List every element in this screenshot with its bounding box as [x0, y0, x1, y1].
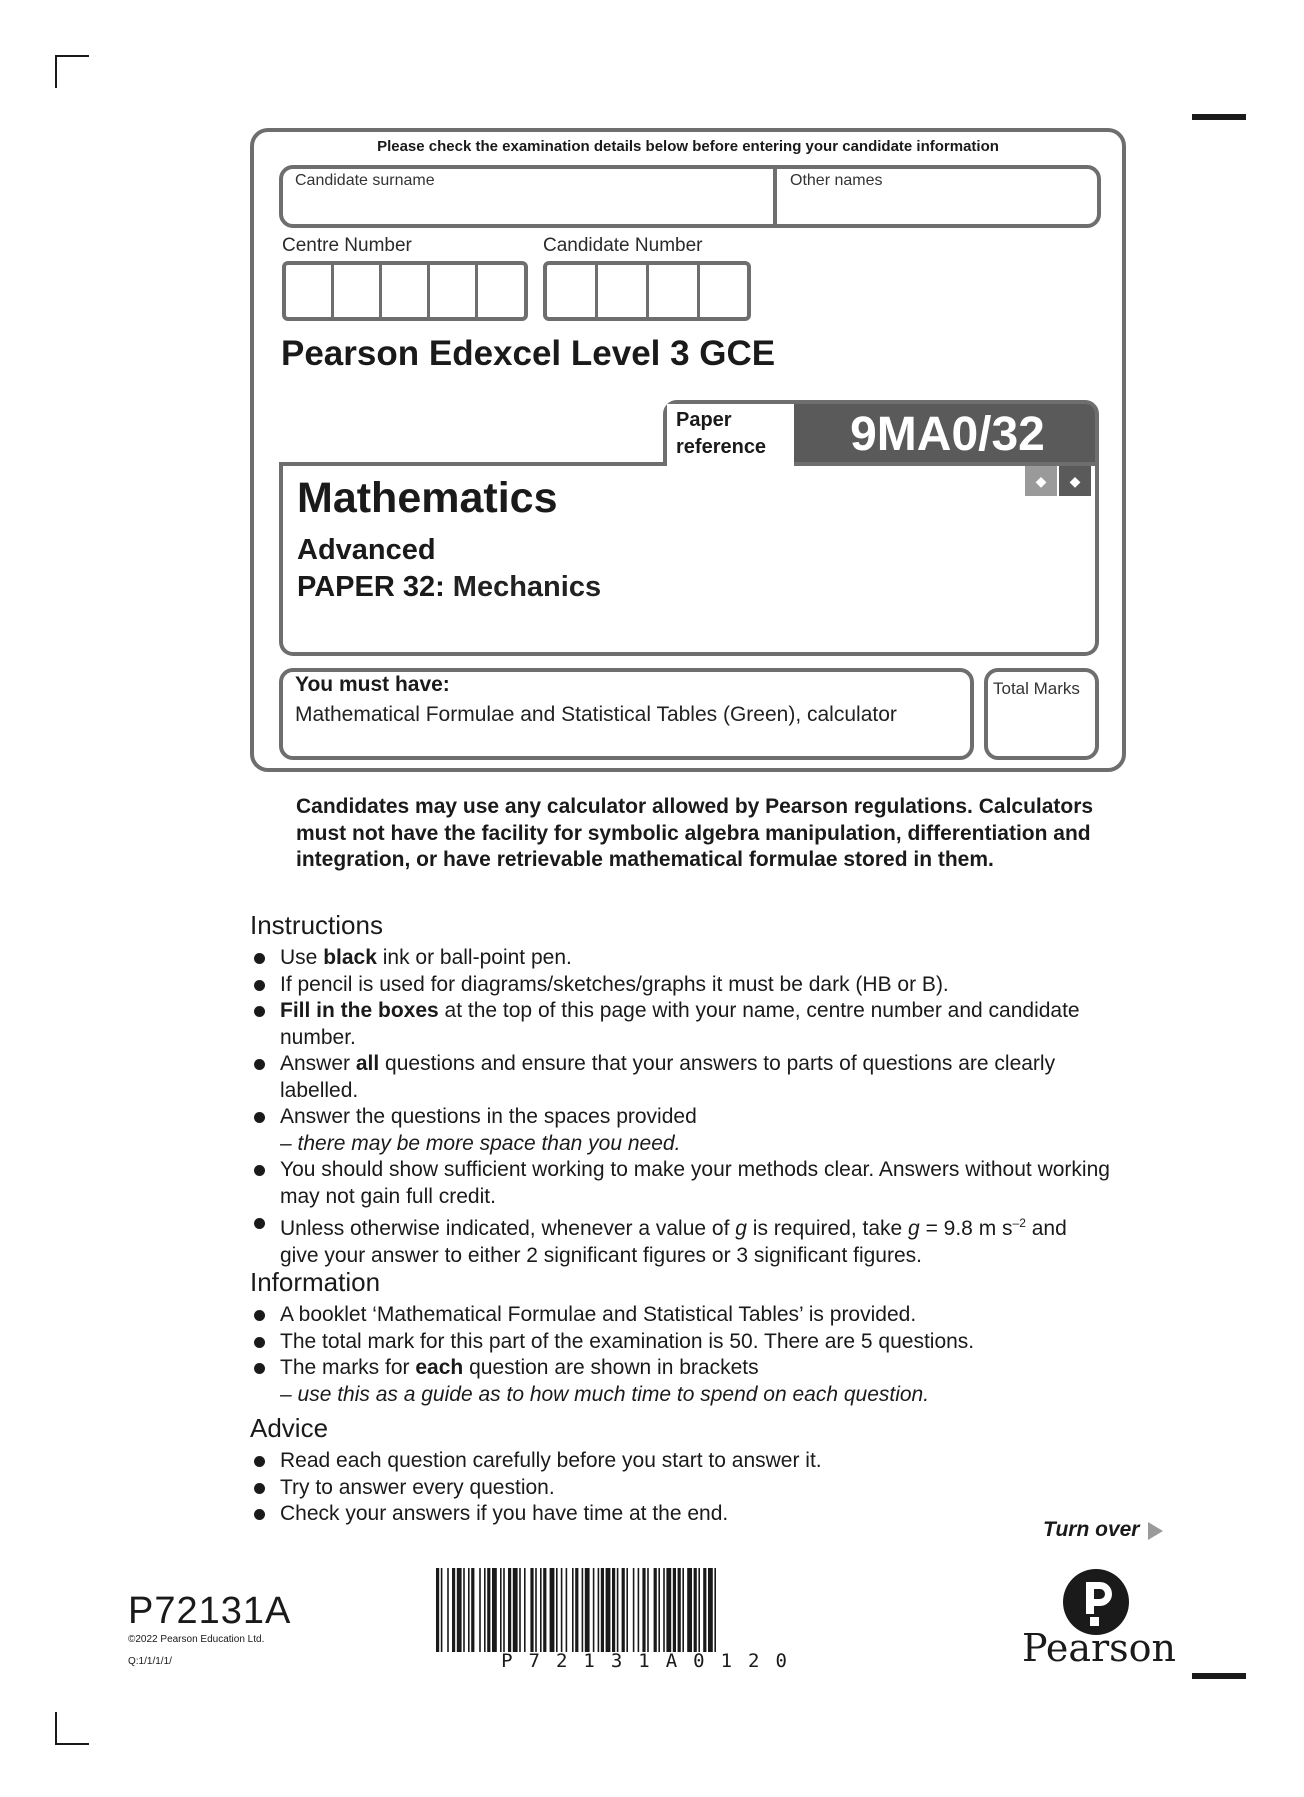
barcode-bar [447, 1568, 449, 1652]
barcode-bar [513, 1568, 518, 1652]
qualification-title: Pearson Edexcel Level 3 GCE [281, 334, 776, 373]
barcode-bar [572, 1568, 574, 1652]
paper-name: Mechanics [452, 571, 602, 603]
barcode-bar [585, 1568, 590, 1652]
barcode-bar [678, 1568, 681, 1652]
registration-bar-top [1192, 114, 1246, 120]
crop-mark-bottom-left-vertical [55, 1712, 57, 1745]
diamond-icon: ◆ [1025, 466, 1057, 496]
barcode-bar [471, 1568, 474, 1652]
check-details-notice: Please check the examination details below before entering your candidate information [377, 138, 999, 155]
candidate-number-boxes[interactable] [543, 261, 751, 321]
barcode-bar [601, 1568, 604, 1652]
barcode-bar [642, 1568, 645, 1652]
barcode-bar [492, 1568, 497, 1652]
subject-title: Mathematics [297, 474, 558, 522]
barcode-bar [436, 1568, 439, 1652]
barcode-bar [626, 1568, 628, 1652]
total-marks-label: Total Marks [993, 679, 1080, 698]
digit-box[interactable] [598, 265, 649, 317]
list-item: The marks for each question are shown in brackets – use this as a guide as to how much time to spend on each question. [250, 1355, 1110, 1408]
barcode-bar [582, 1568, 584, 1652]
list-item: Use black ink or ball-point pen. [250, 945, 1110, 972]
information-heading: Information [250, 1267, 381, 1297]
list-item: Try to answer every question. [250, 1475, 1110, 1502]
barcode-bar [479, 1568, 481, 1652]
barcode-bar [633, 1568, 635, 1652]
advice-heading: Advice [250, 1413, 329, 1443]
instructions-heading: Instructions [250, 910, 383, 940]
paper-title [297, 571, 601, 604]
bullet-icon [254, 1218, 265, 1229]
barcode-bar [647, 1568, 649, 1652]
list-item: The total mark for this part of the examination is 50. There are 5 questions. [250, 1329, 1110, 1356]
barcode-bar [561, 1568, 563, 1652]
barcode-bar [658, 1568, 660, 1652]
pearson-logo-wordmark: Pearson [1022, 1626, 1177, 1670]
bullet-icon [254, 1059, 265, 1070]
other-names-label: Other names [790, 172, 883, 189]
bullet-icon [254, 953, 265, 964]
bullet-icon [254, 1006, 265, 1017]
barcode-bar [535, 1568, 537, 1652]
advice-list [250, 1448, 1110, 1528]
barcode-bar [687, 1568, 692, 1652]
barcode [436, 1568, 868, 1652]
bullet-icon [254, 1509, 265, 1520]
digit-box[interactable] [334, 265, 382, 317]
barcode-bar [500, 1568, 502, 1652]
list-item: Read each question carefully before you start to answer it. [250, 1448, 1110, 1475]
calculator-note: Candidates may use any calculator allowed by Pearson regulations. Calculators must not have the facility for symbolic algebra manipulation, differentiation and integration, or have retrievable mathematical formulae stored in them. [296, 795, 1094, 871]
barcode-bar [540, 1568, 542, 1652]
list-item: Answer the questions in the spaces provided – there may be more space than you need. [250, 1104, 1110, 1157]
list-item: If pencil is used for diagrams/sketches/graphs it must be dark (HB or B). [250, 972, 1110, 999]
list-item: A booklet ‘Mathematical Formulae and Statistical Tables’ is provided. [250, 1302, 1110, 1329]
barcode-bar [673, 1568, 676, 1652]
barcode-bar [508, 1568, 511, 1652]
barcode-bar [617, 1568, 619, 1652]
candidate-surname-label: Candidate surname [295, 172, 435, 189]
digit-box[interactable] [382, 265, 430, 317]
barcode-bar [598, 1568, 600, 1652]
barcode-bar [566, 1568, 568, 1652]
digit-box[interactable] [700, 265, 747, 317]
barcode-bar [463, 1568, 465, 1652]
barcode-bar [543, 1568, 546, 1652]
barcode-bar [484, 1568, 486, 1652]
barcode-bar [622, 1568, 625, 1652]
barcode-bar [452, 1568, 455, 1652]
barcode-bar [682, 1568, 684, 1652]
must-have-title: You must have: [295, 673, 450, 696]
barcode-bar [593, 1568, 595, 1652]
list-item: Answer all questions and ensure that your answers to parts of questions are clearly labelled. [250, 1051, 1110, 1104]
barcode-bar [654, 1568, 657, 1652]
instructions-list [250, 945, 1110, 1269]
barcode-bar [457, 1568, 462, 1652]
centre-number-boxes[interactable] [282, 261, 528, 321]
barcode-bar [666, 1568, 671, 1652]
barcode-text: P72131A0120 [501, 1650, 803, 1672]
bullet-icon [254, 1112, 265, 1123]
bullet-icon [254, 1456, 265, 1467]
crop-mark-top-left-vertical [55, 55, 57, 88]
name-box-divider [773, 165, 777, 228]
list-item: You should show sufficient working to make your methods clear. Answers without working may not gain full credit. [250, 1157, 1110, 1210]
barcode-bar [503, 1568, 505, 1652]
list-item: Fill in the boxes at the top of this page with your name, centre number and candidate number. [250, 998, 1110, 1051]
bullet-icon [254, 1310, 265, 1321]
barcode-bar [703, 1568, 706, 1652]
turn-over-arrow-icon [1148, 1522, 1163, 1540]
must-have-text: Mathematical Formulae and Statistical Tables (Green), calculator [295, 703, 897, 726]
paper-reference-code: 9MA0/32 [850, 408, 1045, 461]
crop-mark-top-left-horizontal [55, 55, 89, 57]
barcode-bar [524, 1568, 526, 1652]
barcode-bar [519, 1568, 521, 1652]
barcode-bar [556, 1568, 558, 1652]
list-item: Check your answers if you have time at the end. [250, 1501, 1110, 1528]
barcode-bar [663, 1568, 665, 1652]
barcode-bar [694, 1568, 697, 1652]
digit-box[interactable] [649, 265, 700, 317]
bullet-icon [254, 980, 265, 991]
subject-level: Advanced [297, 534, 436, 566]
diamond-icon: ◆ [1059, 466, 1091, 496]
barcode-bar [487, 1568, 490, 1652]
barcode-bar [530, 1568, 533, 1652]
bullet-icon [254, 1483, 265, 1494]
bullet-icon [254, 1337, 265, 1348]
registration-bar-bottom [1192, 1673, 1246, 1679]
bullet-icon [254, 1363, 265, 1374]
digit-box[interactable] [430, 265, 478, 317]
paper-number: PAPER 32: [297, 571, 445, 603]
candidate-number-label: Candidate Number [543, 235, 703, 256]
centre-number-label: Centre Number [282, 235, 412, 256]
barcode-bar [638, 1568, 640, 1652]
turn-over-text: Turn over [1043, 1518, 1140, 1541]
barcode-bar [575, 1568, 578, 1652]
crop-mark-bottom-left-horizontal [55, 1743, 89, 1745]
barcode-bar [612, 1568, 615, 1652]
paper-code: P72131A [128, 1590, 292, 1632]
digit-box[interactable] [547, 265, 598, 317]
digit-box[interactable] [478, 265, 524, 317]
barcode-bar [708, 1568, 713, 1652]
paper-reference-label: Paper reference [667, 404, 794, 466]
information-list [250, 1302, 1110, 1408]
list-item: Unless otherwise indicated, whenever a value of g is required, take g = 9.8 m $s^{-2}$ and give your answer to either 2 significant figures or 3 significant figures. [250, 1210, 1110, 1269]
barcode-bar [441, 1568, 443, 1652]
copyright: ©2022 Pearson Education Ltd. [128, 1634, 265, 1645]
bullet-icon [254, 1165, 265, 1176]
barcode-bar [550, 1568, 555, 1652]
barcode-bar [714, 1568, 716, 1652]
print-code: Q:1/1/1/1/ [128, 1656, 172, 1667]
barcode-bar [698, 1568, 700, 1652]
digit-box[interactable] [286, 265, 334, 317]
barcode-bar [606, 1568, 611, 1652]
barcode-bar [468, 1568, 470, 1652]
